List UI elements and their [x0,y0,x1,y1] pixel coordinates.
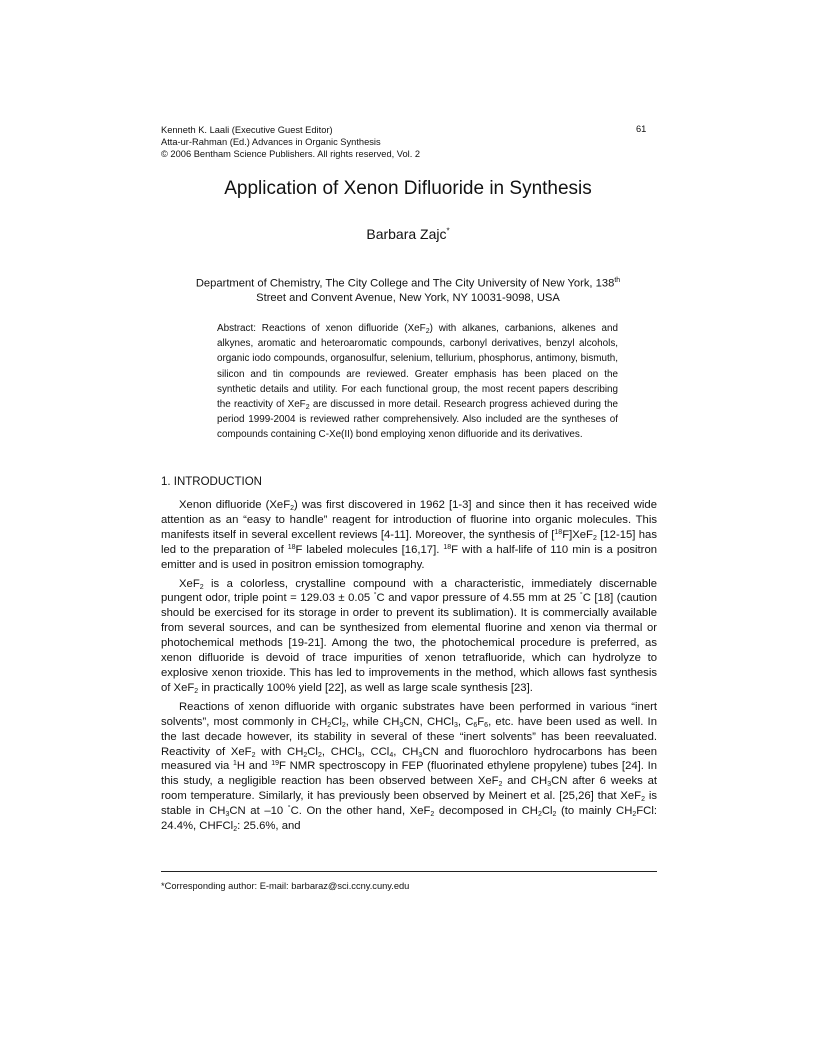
abstract-text: are discussed in more detail. Research progress achieved during the period 1999-2004 is reviewed rather comprehensively. Also included are the syntheses of compounds containing C-Xe(II) bond employing xenon difluoride and its derivatives. [217,399,619,441]
text: with CH [255,745,304,758]
subscript: 2 [233,826,238,834]
subscript: 2 [592,534,597,542]
text: , C [457,715,474,728]
subscript: 3 [357,751,362,759]
text: F with a half-life of 110 min is a positron emitter and is used in positron emission tomography. [161,543,658,571]
section-heading: 1. INTRODUCTION [161,476,262,488]
subscript: 2 [290,505,295,512]
footnote: *Corresponding author: E-mail: barbaraz@sci.ccny.cuny.edu [161,881,410,891]
author-name: Barbara Zajc [366,226,447,242]
superscript: 18 [554,528,563,536]
abstract-text: Reactions of xenon difluoride (XeF [255,323,426,334]
affiliation-address: Street and Convent Avenue, New York, NY 10031-9098, USA [256,292,560,305]
text: , CHCl [321,745,358,758]
text: XeF [179,577,200,590]
subscript: 3 [453,721,458,729]
paragraph-1 [161,498,657,573]
text: , CCl [361,745,390,758]
abstract-label: Abstract: [217,323,256,334]
text: and CH [502,775,548,788]
text: Cl [541,805,553,818]
text: H and [236,760,272,773]
subscript: 3 [547,781,552,789]
text: (to mainly CH [556,805,633,818]
superscript: 19 [271,760,280,768]
corresponding-mark: * [446,226,450,236]
subscript: 2 [641,796,645,804]
paragraph-2 [161,577,657,696]
paragraph-3 [161,700,657,834]
text: Xenon difluoride (XeF [179,499,291,511]
text: C [18] (caution should be exercised for its storage in order to prevent its sublimation). It is commercially available from several sources, and can be synthesized from elemental fluorine and xenon via thermal or photochemical methods [19-21]. Among the two, the photochemical procedure is preferred, as xenon difluoride is devoid of trace impurities of xenon tetrafluoride, which can hydrolyze to explosive xenon trioxide. This has led to improvements in the method, which allows fast synthesis of XeF [161,592,657,694]
header-copyright-line: © 2006 Bentham Science Publishers. All rights reserved, Vol. 2 [161,149,421,159]
text: : 25.6%, and [237,820,301,833]
page-number: 61 [636,124,647,134]
text: , CH [393,745,419,758]
text: CN at –10 [229,805,288,818]
header-series-line: Atta-ur-Rahman (Ed.) Advances in Organic Synthesis [161,137,381,147]
subscript: 2 [305,404,310,412]
text: F]XeF [562,528,593,541]
body-text [161,498,657,838]
degree-mark: ° [373,592,377,600]
subscript: 2 [425,328,430,335]
subscript: 3 [399,721,404,729]
subscript: 2 [194,687,199,695]
text: is stable in CH [161,790,657,818]
author-line [0,226,816,242]
superscript: 18 [287,543,296,551]
subscript: 3 [225,811,230,819]
degree-mark: ° [287,805,291,813]
text: CN and fluorochloro hydrocarbons has been measured via [161,745,657,773]
text: , while CH [345,715,400,728]
text: , etc. have been used as well. In the last decade however, its stability in several of these “inert solvents” has been reevaluated. Reactivity of XeF [161,715,657,758]
text: ) was first discovered in 1962 [1-3] and since then it has received wide attention as an “easy to handle” reagent for introduction of fluorine into organic molecules. This manifests itself in several excellent reviews [4-11]. Moreover, the synthesis of [ [161,499,657,541]
subscript: 2 [327,721,332,729]
degree-mark: ° [579,592,583,600]
text: FCl: 24.4%, CHFCl [161,805,657,833]
subscript: 2 [430,811,435,819]
text: F [477,715,485,728]
text: C. On the other hand, XeF [290,805,431,818]
text: F NMR spectroscopy in FEP (fluorinated ethylene propylene) tubes [24]. In this study, a negligible reaction has been observed between XeF [161,760,657,788]
affiliation-text: Department of Chemistry, The City College and The City University of New York, 138 [195,277,615,290]
subscript: 2 [317,751,322,759]
text: CN, CHCl [403,715,454,728]
subscript: 2 [498,781,503,789]
abstract-text: ) with alkanes, carbanions, alkenes and alkynes, aromatic and heteroaromatic compounds, carbonyl derivatives, benzyl alcohols, organic iodo compounds, organosulfur, selenium, tellurium, phosphorus, antimony, bismuth, silicon and tin compounds are reviewed. Greater emphasis has been placed on the synthetic details and utility. For each functional group, the most recent papers describing the reactivity of XeF [217,323,618,411]
text: C and vapor pressure of 4.55 mm at 25 [376,592,580,605]
text: Cl [331,715,342,728]
header-editor-line: Kenneth K. Laali (Executive Guest Editor) [161,125,333,135]
running-header [161,124,420,160]
superscript: 18 [443,543,452,551]
subscript: 2 [632,811,637,819]
subscript: 2 [552,811,557,819]
text: F labeled molecules [16,17]. [295,543,444,556]
abstract [217,321,618,443]
text: Cl [307,745,318,758]
subscript: 2 [537,811,542,819]
text: Reactions of xenon difluoride with organic substrates have been performed in various “inert solvents”, most commonly in CH [161,700,657,728]
subscript: 6 [484,721,489,729]
footnote-rule [161,871,657,872]
subscript: 2 [251,751,256,759]
affiliation-sup: th [614,277,621,284]
text: is a colorless, crystalline compound with a characteristic, immediately discernable pungent odor, triple point = 129.03 ± 0.05 [161,577,657,605]
text: [12-15] has led to the preparation of [161,528,657,556]
subscript: 2 [199,583,204,591]
subscript: 2 [303,751,308,759]
superscript: 1 [233,760,237,768]
subscript: 3 [418,751,423,759]
text: in practically 100% yield [22], as well as large scale synthesis [23]. [198,681,533,694]
text: decomposed in CH [434,805,538,818]
subscript: 4 [389,751,394,759]
text: CN after 6 weeks at room temperature. Similarly, it has previously been observed by Meinert et al. [25,26] that XeF [161,775,657,803]
paper-title: Application of Xenon Difluoride in Synthesis [224,178,592,199]
subscript: 6 [473,721,478,729]
affiliation [166,274,650,306]
subscript: 2 [341,721,346,729]
